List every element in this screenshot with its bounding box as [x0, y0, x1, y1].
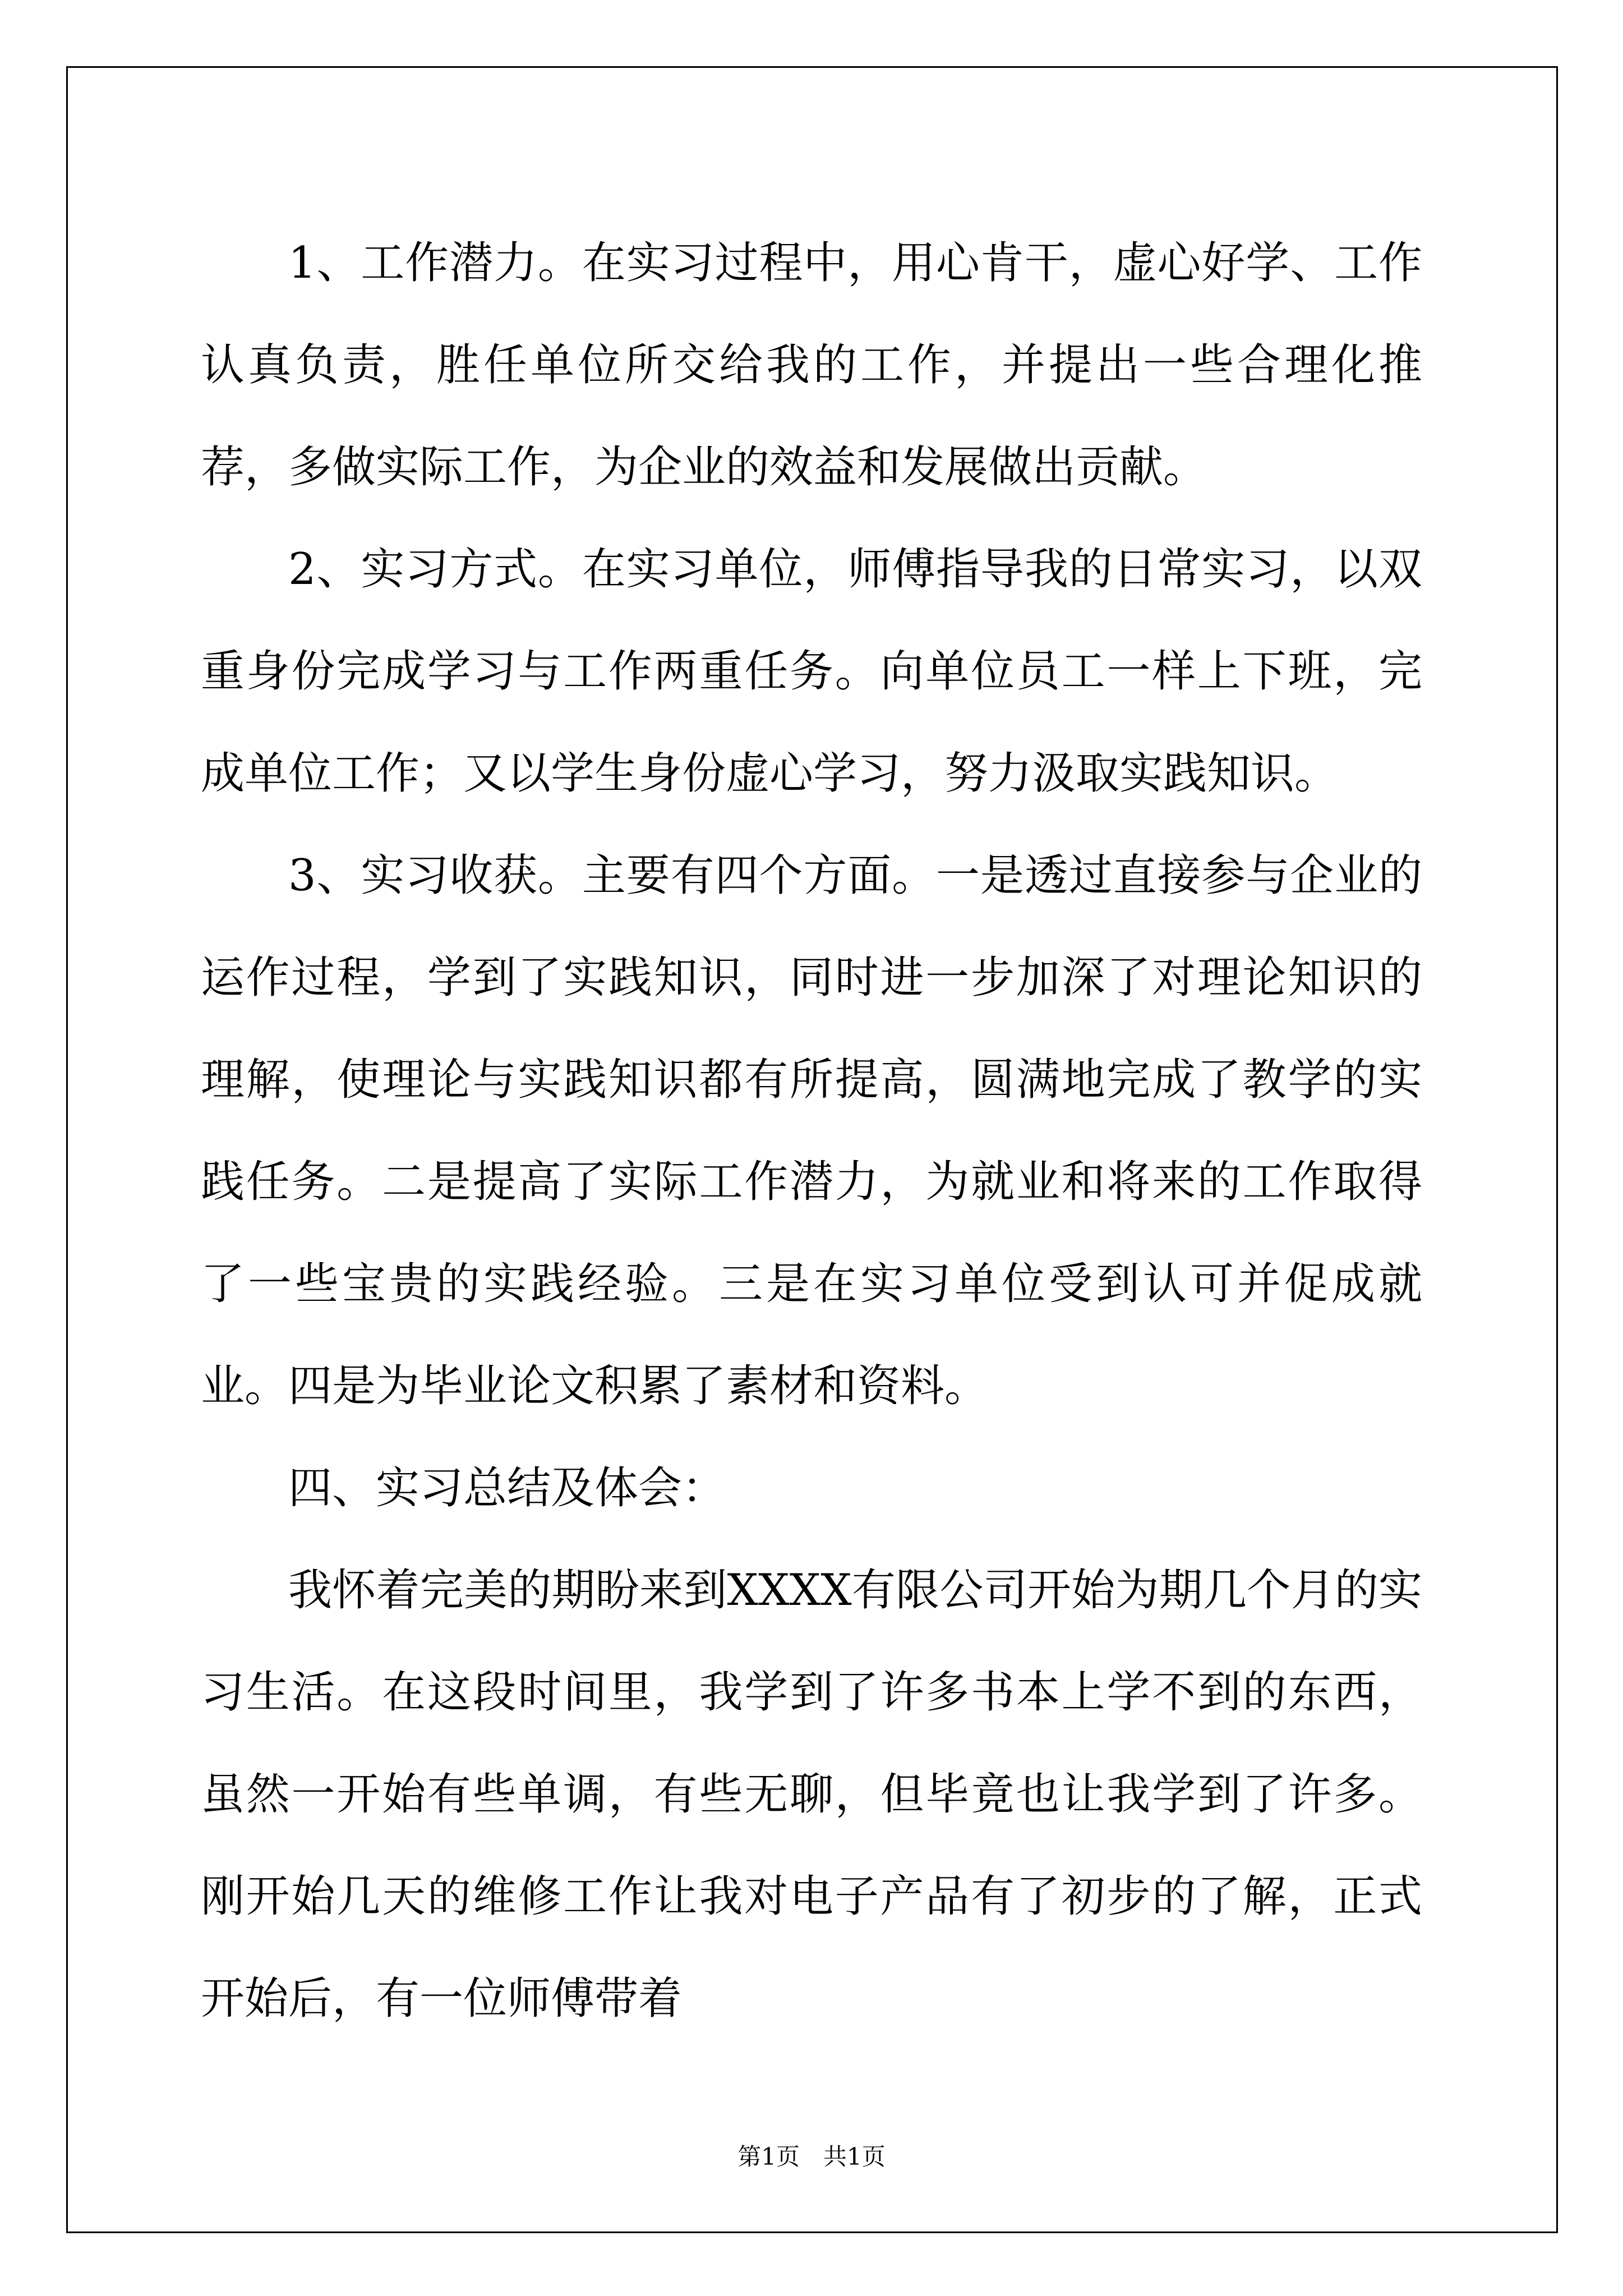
section-heading-summary: 四、实习总结及体会：	[288, 1463, 726, 1513]
paragraph-internship-gains: 3、实习收获。主要有四个方面。一是透过直接参与企业的运作过程，学到了实践知识，同时进一步加深了对理论知识的理解，使理论与实践知识都有所提高，圆满地完成了教学的实践任务。二是提高了实际工作潜力，为就业和将来的工作取得了一些宝贵的实践经验。三是在实习单位受到认可并促成就业。四是为毕业论文积累了素材和资料。	[201, 850, 1422, 1411]
paragraph-work-ability: 1、工作潜力。在实习过程中，用心肯干，虚心好学、工作认真负责，胜任单位所交给我的工作，并提出一些合理化推荐，多做实际工作，为企业的效益和发展做出贡献。	[201, 238, 1422, 493]
document-body	[201, 212, 1422, 2050]
paragraph-summary-body: 我怀着完美的期盼来到XXXX有限公司开始为期几个月的实习生活。在这段时间里，我学到了许多书本上学不到的东西，虽然一开始有些单调，有些无聊，但毕竟也让我学到了许多。刚开始几天的维修工作让我对电子产品有了初步的了解，正式开始后，有一位师傅带着	[201, 1565, 1422, 2024]
page-number-current: 第1页	[737, 2143, 800, 2170]
paragraph-internship-method: 2、实习方式。在实习单位，师傅指导我的日常实习，以双重身份完成学习与工作两重任务。向单位员工一样上下班，完成单位工作；又以学生身份虚心学习，努力汲取实践知识。	[201, 544, 1422, 799]
page-footer	[0, 2140, 1623, 2174]
page-number-total: 共1页	[823, 2143, 886, 2170]
